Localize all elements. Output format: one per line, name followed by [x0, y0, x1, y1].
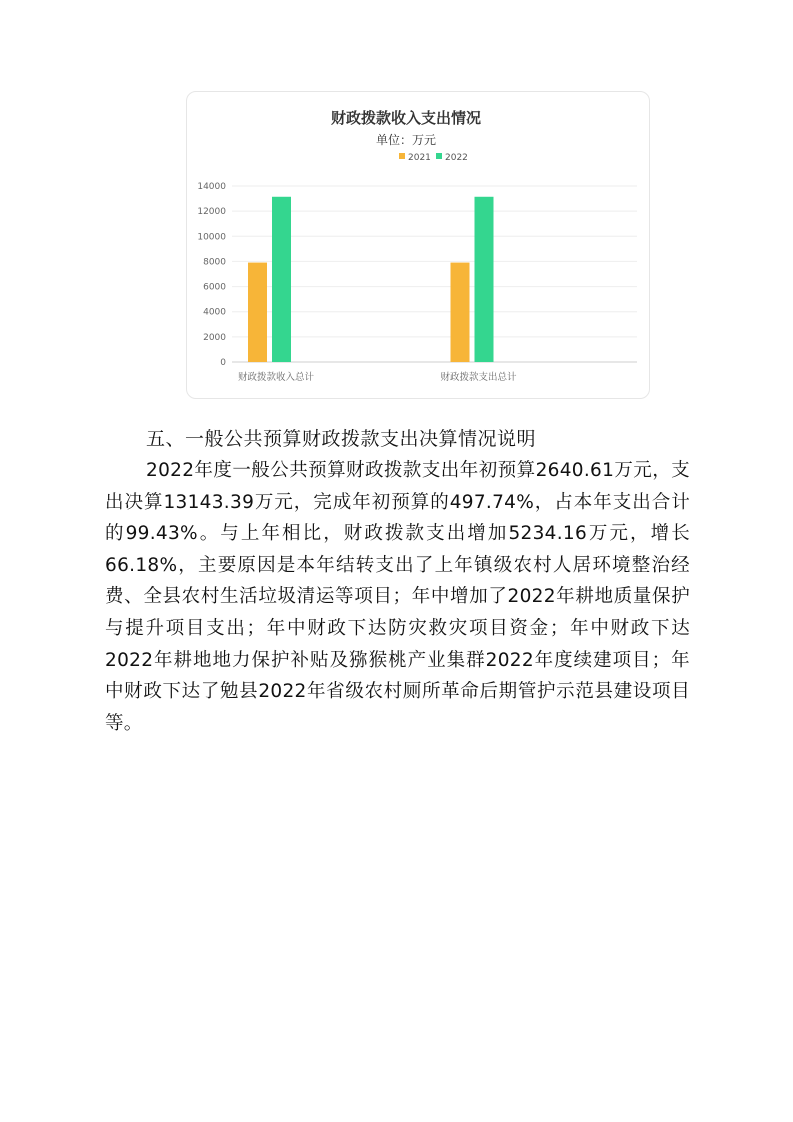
legend — [399, 153, 468, 163]
y-tick-label: 12000 — [197, 207, 226, 218]
bar-chart — [187, 92, 649, 398]
y-tick-label: 6000 — [203, 282, 226, 293]
section-heading: 五、一般公共预算财政拨款支出决算情况说明 — [146, 428, 537, 450]
y-tick-label: 4000 — [203, 307, 226, 318]
chart-card — [186, 91, 650, 399]
y-tick-label: 14000 — [197, 182, 226, 192]
y-tick-label: 8000 — [203, 257, 226, 268]
y-tick-label: 0 — [220, 358, 226, 368]
bar-2021-0 — [248, 263, 267, 362]
legend-label-2022: 2022 — [445, 153, 468, 163]
bar-2022-1 — [475, 197, 494, 362]
legend-swatch-2022 — [436, 153, 442, 159]
y-tick-label: 10000 — [197, 232, 226, 243]
chart-title: 财政拨款收入支出情况 — [330, 109, 482, 127]
bar-2022-0 — [272, 197, 291, 362]
x-category-label: 财政拨款收入总计 — [238, 372, 315, 383]
bar-2021-1 — [451, 263, 470, 362]
x-axis-categories — [238, 371, 517, 383]
y-axis-ticks — [197, 182, 226, 368]
grid-lines — [232, 186, 637, 362]
y-tick-label: 2000 — [203, 332, 226, 343]
chart-subtitle: 单位：万元 — [375, 133, 437, 147]
x-category-label: 财政拨款支出总计 — [440, 372, 517, 383]
legend-swatch-2021 — [399, 153, 405, 159]
body-paragraph: 2022年度一般公共预算财政拨款支出年初预算2640.61万元，支出决算13143.39万元，完成年初预算的497.74%，占本年支出合计的99.43%。与上年相比，财政拨款支出增加5234.16万元，增长66.18%，主要原因是本年结转支出了上年镇级农村人居环境整治经费、全县农村生活垃圾清运等项目；年中增加了2022年耕地质量保护与提升项目支出；年中财政下达防灾救灾项目资金；年中财政下达2022年耕地地力保护补贴及猕猴桃产业集群2022年度续建项目；年中财政下达了勉县2022年省级农村厕所革命后期管护示范县建设项目等。 — [105, 460, 690, 734]
legend-label-2021: 2021 — [408, 153, 431, 163]
